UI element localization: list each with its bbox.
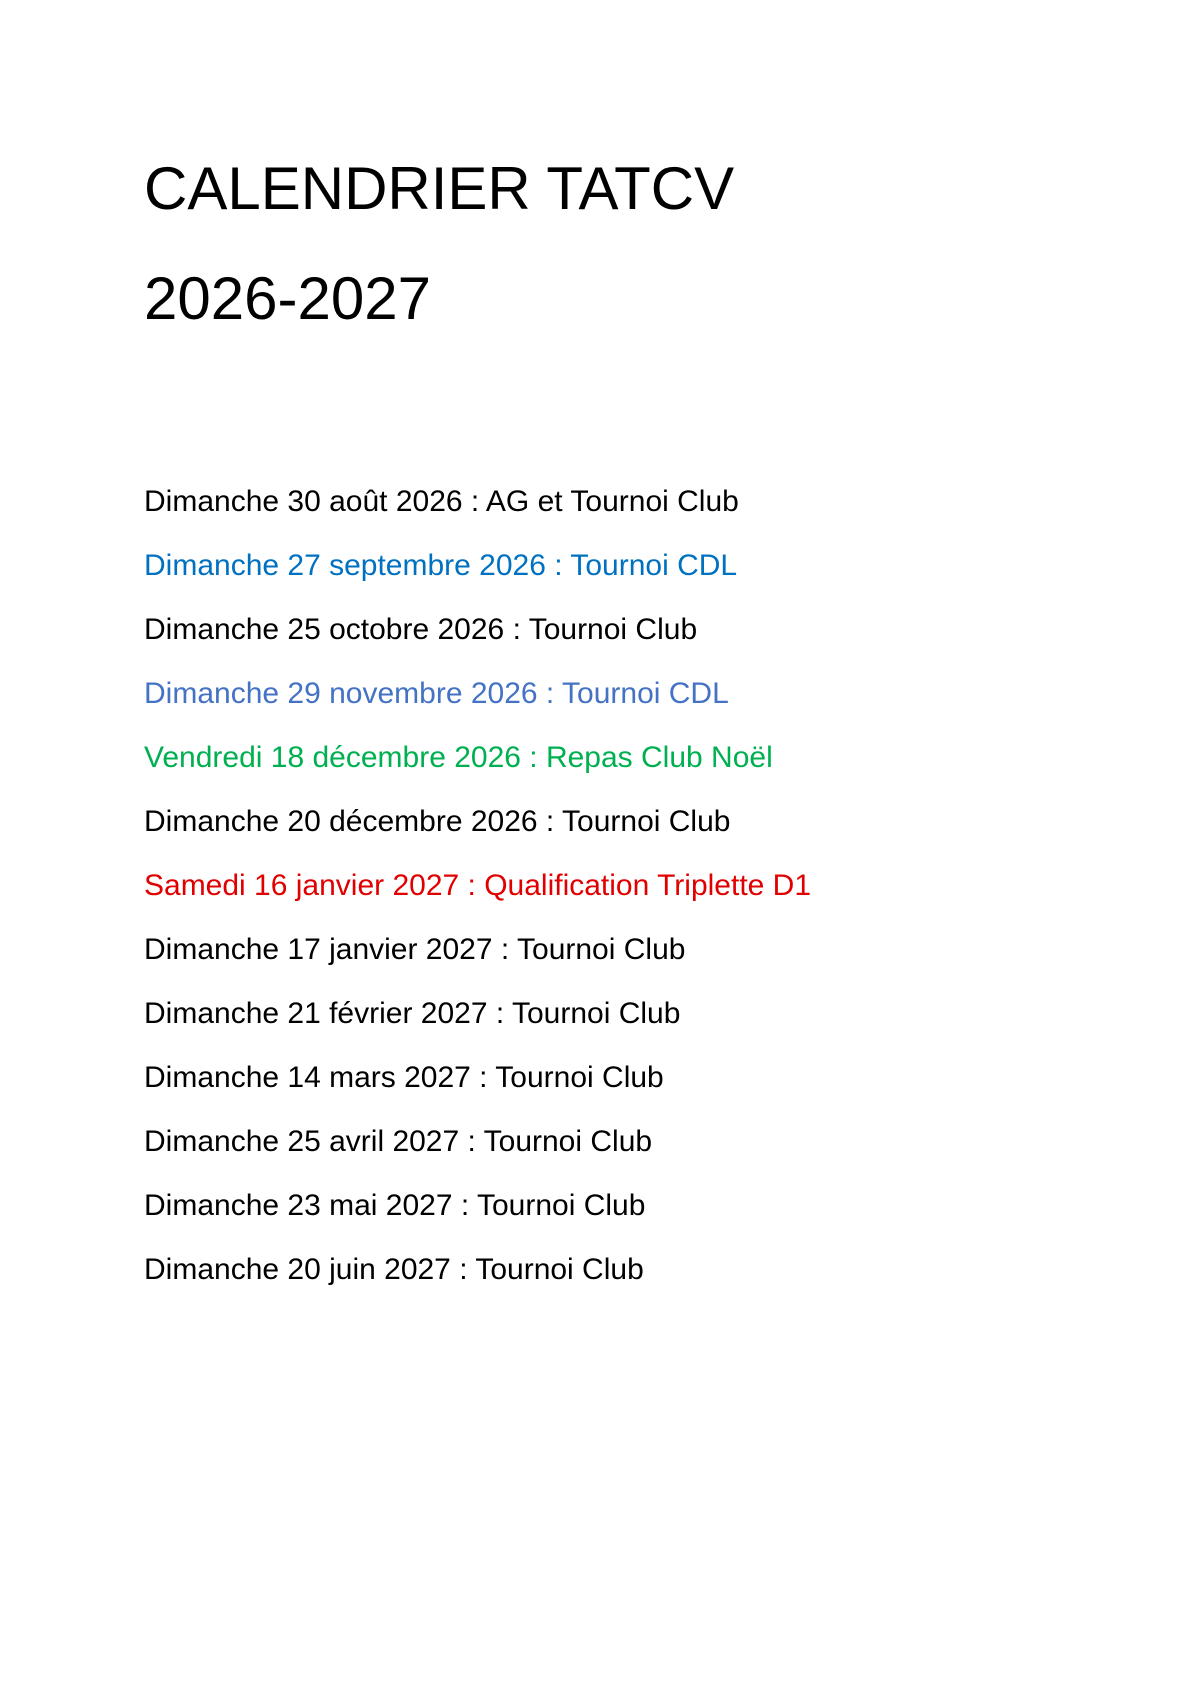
event-list bbox=[144, 470, 811, 1302]
event-tournoi-club-mars: Dimanche 14 mars 2027 : Tournoi Club bbox=[144, 1061, 664, 1094]
event-repas-club-noel: Vendredi 18 décembre 2026 : Repas Club Noël bbox=[144, 741, 773, 774]
event-tournoi-cdl-novembre: Dimanche 29 novembre 2026 : Tournoi CDL bbox=[144, 677, 729, 710]
event-tournoi-club-fevrier: Dimanche 21 février 2027 : Tournoi Club bbox=[144, 997, 681, 1030]
event-tournoi-cdl-septembre: Dimanche 27 septembre 2026 : Tournoi CDL bbox=[144, 549, 738, 582]
event-tournoi-club-decembre: Dimanche 20 décembre 2026 : Tournoi Club bbox=[144, 805, 731, 838]
event-ag-tournoi-club-aout: Dimanche 30 août 2026 : AG et Tournoi Club bbox=[144, 485, 739, 518]
page-subtitle-season: 2026-2027 bbox=[144, 265, 431, 332]
page-title: CALENDRIER TATCV bbox=[144, 155, 735, 222]
event-tournoi-club-juin: Dimanche 20 juin 2027 : Tournoi Club bbox=[144, 1253, 644, 1286]
event-tournoi-club-avril: Dimanche 25 avril 2027 : Tournoi Club bbox=[144, 1125, 653, 1158]
event-tournoi-club-mai: Dimanche 23 mai 2027 : Tournoi Club bbox=[144, 1189, 646, 1222]
event-tournoi-club-janvier: Dimanche 17 janvier 2027 : Tournoi Club bbox=[144, 933, 686, 966]
event-tournoi-club-octobre: Dimanche 25 octobre 2026 : Tournoi Club bbox=[144, 613, 698, 646]
event-qualification-triplette: Samedi 16 janvier 2027 : Qualification Triplette D1 bbox=[144, 869, 812, 902]
